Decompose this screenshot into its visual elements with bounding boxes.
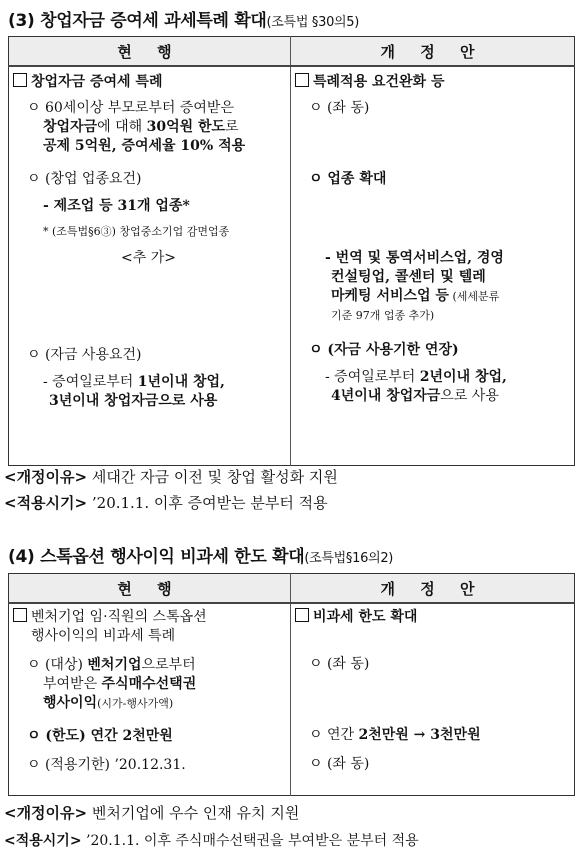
proposed-item-3-sub-line-2 (295, 387, 568, 406)
effective-text: ’20.1.1. 이후 증여받는 분부터 적용 (87, 494, 328, 512)
effective-text: ’20.1.1. 이후 주식매수선택권을 부여받은 분부터 적용 (81, 833, 419, 849)
small-text: (세세분류 (448, 290, 500, 303)
col-current-header: 현 행 (9, 574, 291, 604)
current-item-1-line-3 (13, 694, 284, 713)
small-text: (시가-행사가액) (97, 697, 174, 710)
current-item-1-line-1: ㅇ 60세이상 부모로부터 증여받은 (27, 100, 234, 116)
current-add-placeholder: <추 가> (121, 250, 176, 266)
current-column (9, 603, 291, 795)
text: 부여받은 (43, 676, 102, 692)
reason-label: <개정이유> (4, 804, 88, 822)
reason-text: 세대간 자금 이전 및 창업 활성화 지원 (87, 468, 338, 486)
section-3-comparison-table (8, 36, 575, 466)
proposed-heading-text: 비과세 한도 확대 (313, 609, 418, 625)
effective-label: <적용시기> (4, 494, 88, 512)
current-heading (13, 73, 284, 95)
text: ㅇ 연간 (309, 727, 359, 743)
section-4-law-ref: (조특법§16의2) (304, 551, 394, 566)
bold-text: 창업자금 (43, 119, 98, 135)
section-4-title (8, 542, 393, 567)
current-heading-line-2: 행사이익의 비과세 특례 (31, 628, 176, 644)
section-3-reason (4, 466, 338, 487)
proposed-item-2 (295, 726, 568, 745)
current-item-1-line-2 (13, 118, 284, 137)
bold-text: 마케팅 서비스업 등 (331, 288, 449, 304)
proposed-heading (295, 73, 568, 95)
col-proposed-header: 개 정 안 (291, 37, 575, 67)
proposed-item-3: ㅇ (자금 사용기한 연장) (309, 342, 459, 358)
bold-text: 2년이내 창업, (419, 369, 507, 385)
proposed-item-2-sub-line-3 (295, 287, 568, 306)
checkbox-square-icon (13, 608, 27, 622)
section-3-law-ref: (조특법 §30의5) (266, 15, 360, 30)
section-4-effective (4, 830, 419, 850)
current-item-2: ㅇ (창업 업종요건) (27, 171, 142, 187)
current-item-2-footnote: * (조특법§6③) 창업중소기업 감면업종 (43, 225, 230, 238)
proposed-item-1: ㅇ (좌 동) (309, 100, 370, 116)
text: 에 대해 (97, 119, 147, 135)
text: 으로부터 (141, 657, 196, 673)
text: 으로 사용 (440, 388, 499, 404)
bold-text: 행사이익 (43, 695, 98, 711)
section-3-title-text: (3) 창업자금 증여세 과세특례 확대 (8, 11, 267, 31)
bold-text: 벤처기업 (87, 657, 142, 673)
current-item-1-line-1 (13, 656, 284, 675)
checkbox-square-icon (13, 73, 27, 87)
proposed-item-3: ㅇ (좌 동) (309, 756, 370, 772)
section-4-reason (4, 802, 299, 823)
section-3-title (8, 6, 359, 31)
proposed-column (291, 603, 575, 795)
current-item-3: ㅇ (적용기한) ’20.12.31. (27, 757, 186, 773)
proposed-item-2-sub-line-4: 기준 97개 업종 추가) (331, 309, 435, 322)
current-item-3-sub-line-2: 3년이내 창업자금으로 사용 (49, 393, 218, 409)
proposed-item-2-sub-line-1: - 번역 및 통역서비스업, 경영 (325, 250, 504, 266)
current-item-2-sub: - 제조업 등 31개 업종* (43, 198, 190, 214)
bold-text: 주식매수선택권 (101, 676, 197, 692)
text: 로 (225, 119, 239, 135)
current-column (9, 66, 291, 465)
reason-text: 벤처기업에 우수 인재 유치 지원 (87, 804, 300, 822)
col-proposed-header: 개 정 안 (291, 574, 575, 604)
col-current-header: 현 행 (9, 37, 291, 67)
bold-text: 2천만원 → 3천만원 (358, 727, 481, 743)
current-item-1-line-3: 공제 5억원, 증여세율 10% 적용 (43, 138, 246, 154)
proposed-item-1: ㅇ (좌 동) (309, 656, 370, 672)
proposed-item-2: ㅇ 업종 확대 (309, 171, 387, 187)
reason-label: <개정이유> (4, 468, 88, 486)
proposed-heading (295, 608, 568, 627)
checkbox-square-icon (295, 608, 309, 622)
bold-text: 4년이내 창업자금 (331, 388, 441, 404)
current-item-3-sub-line-1 (13, 373, 284, 392)
text: - 증여일로부터 (43, 374, 138, 390)
effective-label: <적용시기> (4, 833, 82, 849)
proposed-item-2-sub-line-2: 컨설팅업, 콜센터 및 텔레 (331, 269, 486, 285)
bold-text: 30억원 한도 (146, 119, 226, 135)
current-heading-line-1 (13, 608, 284, 627)
text: ㅇ (대상) (27, 657, 88, 673)
current-heading-text: 창업자금 증여세 특례 (31, 74, 163, 90)
proposed-heading-text: 특례적용 요건완화 등 (313, 74, 445, 90)
proposed-column (291, 66, 575, 465)
current-item-1-line-2 (13, 675, 284, 694)
section-4-comparison-table (8, 573, 575, 796)
text: - 증여일로부터 (325, 369, 420, 385)
section-3-effective (4, 492, 328, 513)
current-item-3: ㅇ (자금 사용요건) (27, 347, 142, 363)
checkbox-square-icon (295, 73, 309, 87)
section-4-title-text: (4) 스톡옵션 행사이익 비과세 한도 확대 (8, 547, 305, 567)
bold-text: 1년이내 창업, (137, 374, 225, 390)
current-heading-text: 벤처기업 임·직원의 스톡옵션 (31, 609, 207, 625)
proposed-item-3-sub-line-1 (295, 368, 568, 387)
current-item-2: ㅇ (한도) 연간 2천만원 (27, 728, 173, 744)
